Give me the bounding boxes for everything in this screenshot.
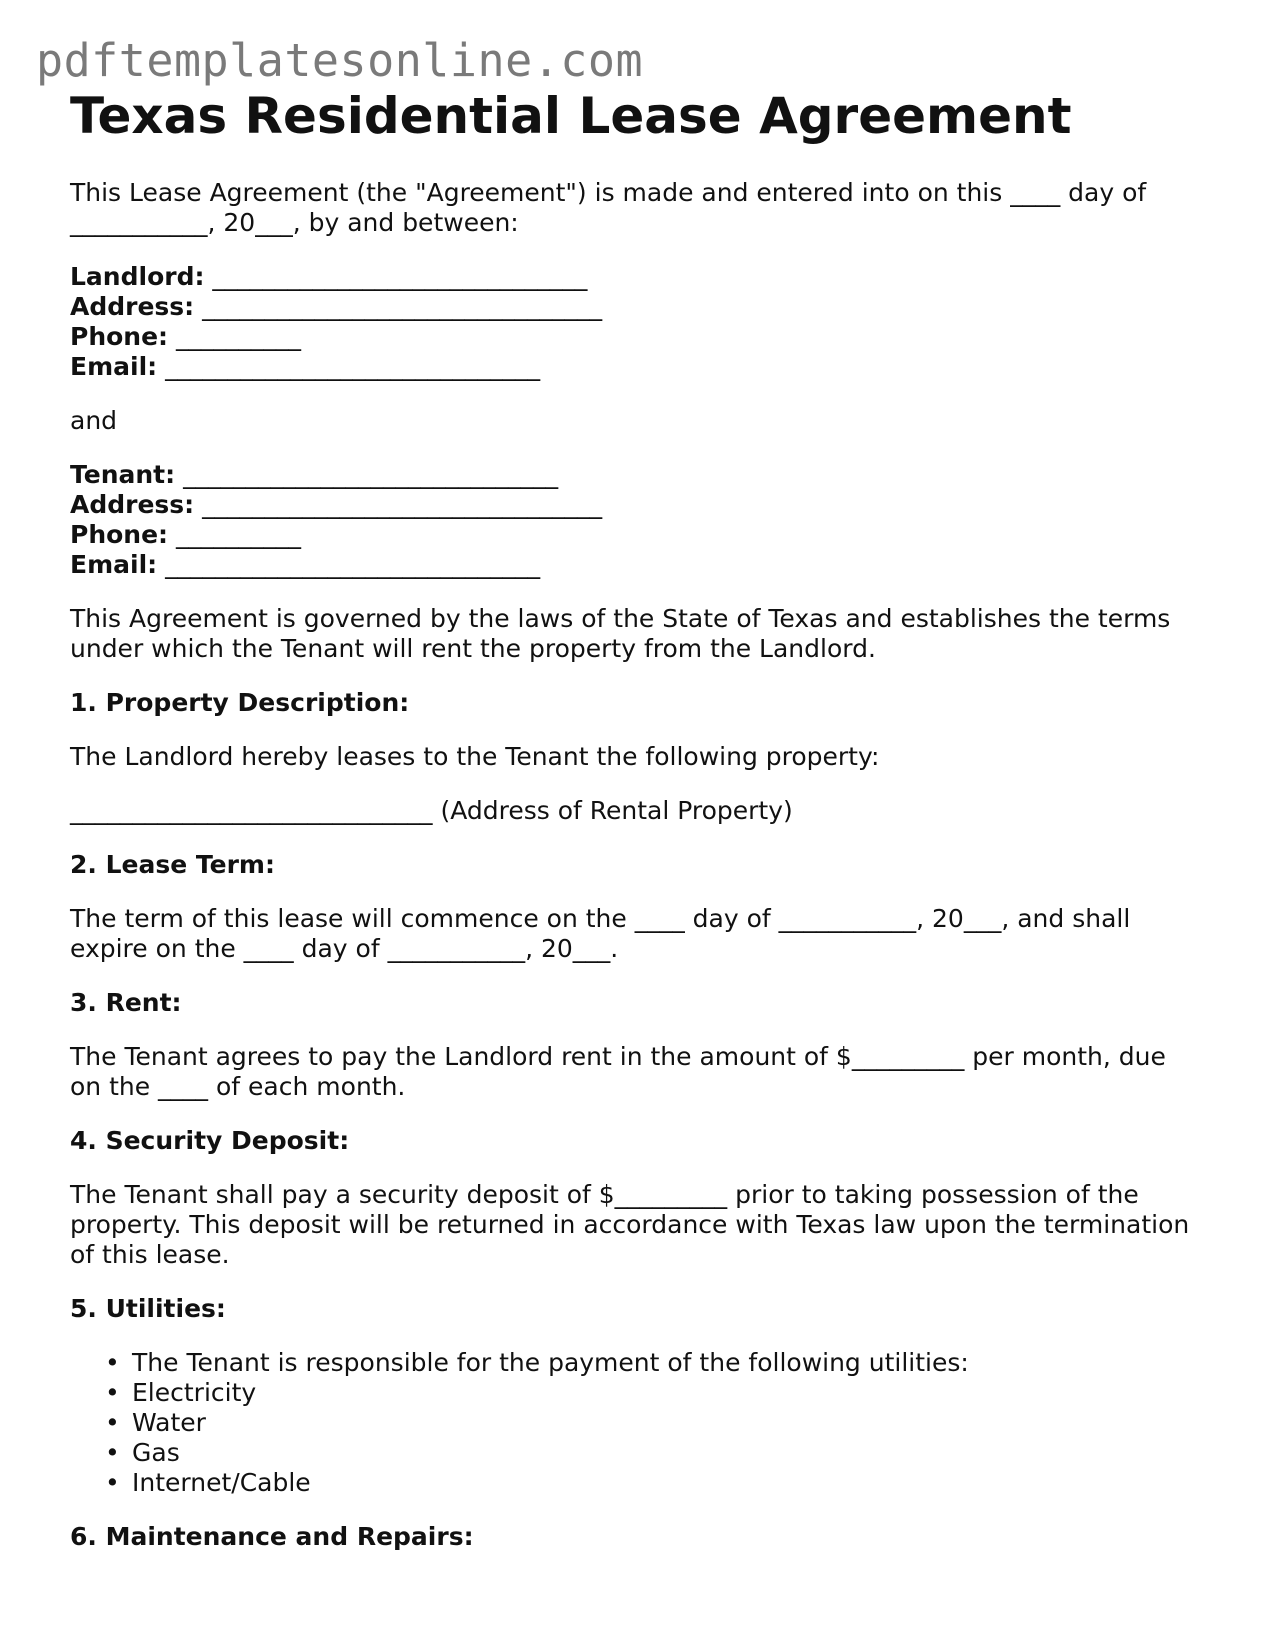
deposit-line: of this lease. xyxy=(70,1239,230,1269)
rent-line: The Tenant agrees to pay the Landlord rent in the amount of $_________ per month, due xyxy=(70,1041,1166,1071)
section-heading-property: 1. Property Description: xyxy=(70,687,410,717)
tenant-name-row xyxy=(70,460,1220,490)
deposit-line: The Tenant shall pay a security deposit of $_________ prior to taking possession of the xyxy=(70,1179,1139,1209)
governing-line: This Agreement is governed by the laws of the State of Texas and establishes the terms xyxy=(70,603,1171,633)
landlord-name-field[interactable]: ______________________________ xyxy=(212,261,588,291)
document-body xyxy=(70,88,1220,1552)
tenant-phone-field[interactable]: __________ xyxy=(176,519,301,549)
intro-line: ___________, 20___, by and between: xyxy=(70,207,519,237)
deposit-line: property. This deposit will be returned in accordance with Texas law upon the termination xyxy=(70,1209,1190,1239)
rent-line: on the ____ of each month. xyxy=(70,1071,406,1101)
landlord-phone-label: Phone: xyxy=(70,321,169,351)
tenant-phone-row xyxy=(70,520,1220,550)
property-text: The Landlord hereby leases to the Tenant the following property: xyxy=(70,741,880,771)
tenant-email-label: Email: xyxy=(70,549,158,579)
and-text: and xyxy=(70,405,118,435)
landlord-email-field[interactable]: ______________________________ xyxy=(165,351,541,381)
landlord-email-label: Email: xyxy=(70,351,158,381)
list-item: • Water xyxy=(132,1408,1220,1438)
lease-term-line: expire on the ____ day of ___________, 20___. xyxy=(70,933,619,963)
governing-line: under which the Tenant will rent the property from the Landlord. xyxy=(70,633,876,663)
list-item: • The Tenant is responsible for the payment of the following utilities: xyxy=(132,1348,1220,1378)
landlord-block xyxy=(70,262,1220,382)
governing-paragraph xyxy=(70,604,1220,664)
list-item: • Electricity xyxy=(132,1378,1220,1408)
landlord-email-row xyxy=(70,352,1220,382)
intro-paragraph xyxy=(70,178,1220,238)
lease-term-paragraph xyxy=(70,904,1220,964)
deposit-paragraph xyxy=(70,1180,1220,1270)
landlord-name-label: Landlord: xyxy=(70,261,205,291)
list-item: • Internet/Cable xyxy=(132,1468,1220,1498)
tenant-email-field[interactable]: ______________________________ xyxy=(165,549,541,579)
tenant-name-field[interactable]: ______________________________ xyxy=(183,459,559,489)
document-title: Texas Residential Lease Agreement xyxy=(70,87,1072,145)
utilities-list xyxy=(70,1348,1220,1498)
intro-line: This Lease Agreement (the "Agreement") is made and entered into on this ____ day of xyxy=(70,177,1147,207)
landlord-address-label: Address: xyxy=(70,291,195,321)
tenant-address-field[interactable]: ________________________________ xyxy=(202,489,603,519)
landlord-address-field[interactable]: ________________________________ xyxy=(202,291,603,321)
tenant-phone-label: Phone: xyxy=(70,519,169,549)
landlord-phone-field[interactable]: __________ xyxy=(176,321,301,351)
landlord-address-row xyxy=(70,292,1220,322)
section-heading-lease-term: 2. Lease Term: xyxy=(70,849,275,879)
lease-term-line: The term of this lease will commence on the ____ day of ___________, 20___, and shall xyxy=(70,903,1131,933)
landlord-phone-row xyxy=(70,322,1220,352)
property-address-field[interactable]: _____________________________ (Address of Rental Property) xyxy=(70,795,793,825)
tenant-address-label: Address: xyxy=(70,489,195,519)
rent-paragraph xyxy=(70,1042,1220,1102)
section-heading-maintenance: 6. Maintenance and Repairs: xyxy=(70,1521,474,1551)
section-heading-utilities: 5. Utilities: xyxy=(70,1293,226,1323)
tenant-name-label: Tenant: xyxy=(70,459,176,489)
tenant-email-row xyxy=(70,550,1220,580)
tenant-address-row xyxy=(70,490,1220,520)
section-heading-rent: 3. Rent: xyxy=(70,987,182,1017)
section-heading-security-deposit: 4. Security Deposit: xyxy=(70,1125,350,1155)
landlord-name-row xyxy=(70,262,1220,292)
watermark: pdftemplatesonline.com xyxy=(36,34,644,87)
tenant-block xyxy=(70,460,1220,580)
list-item: • Gas xyxy=(132,1438,1220,1468)
